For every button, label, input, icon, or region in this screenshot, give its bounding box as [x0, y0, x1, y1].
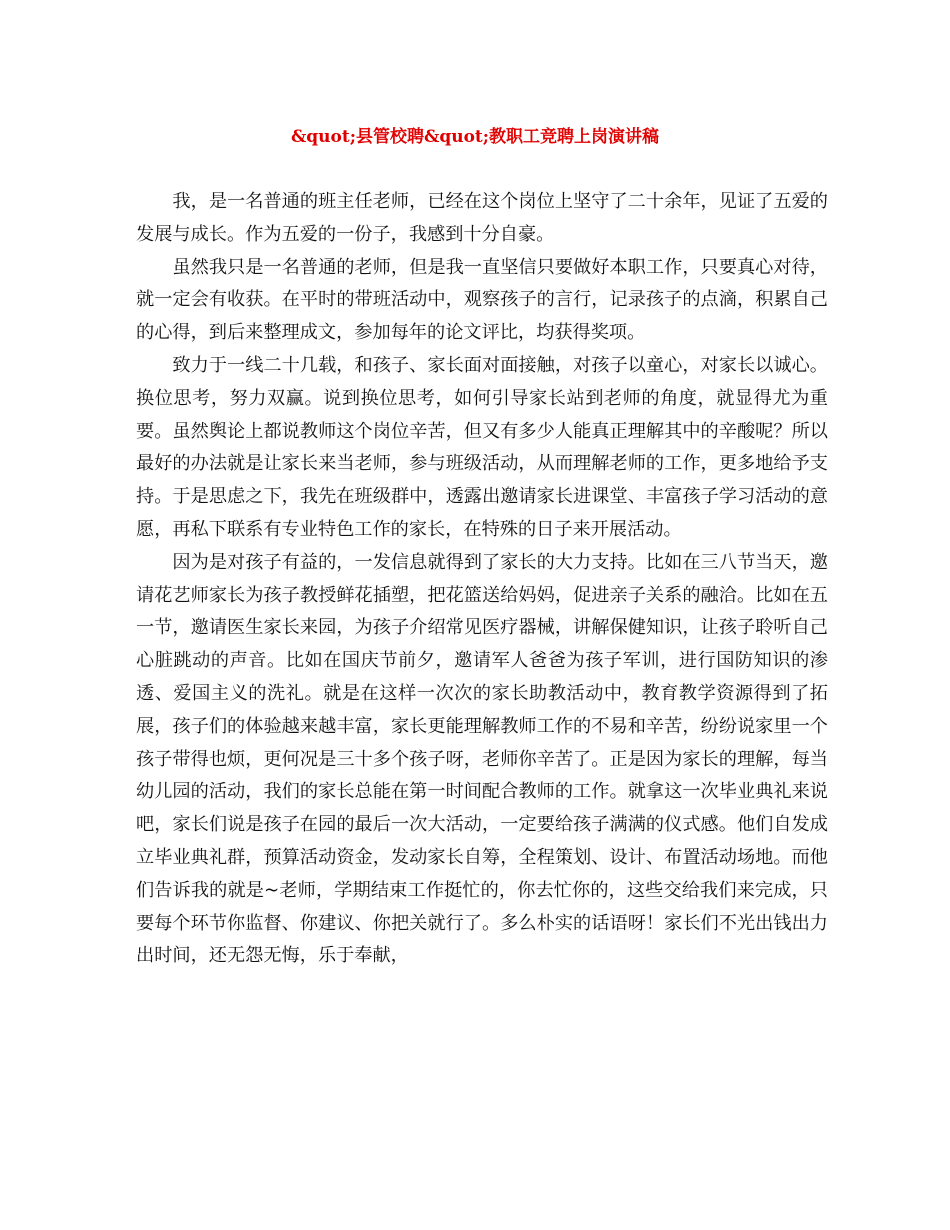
document-body	[136, 186, 828, 973]
paragraph-2: 虽然我只是一名普通的老师，但是我一直坚信只要做好本职工作，只要真心对待，就一定会有收获。在平时的带班活动中，观察孩子的言行，记录孩子的点滴，积累自己的心得，到后来整理成文，参加每年的论文评比，均获得奖项。	[136, 256, 828, 344]
paragraph-1: 我，是一名普通的班主任老师，已经在这个岗位上坚守了二十余年，见证了五爱的发展与成长。作为五爱的一份子，我感到十分自豪。	[136, 191, 828, 245]
paragraph-4: 因为是对孩子有益的，一发信息就得到了家长的大力支持。比如在三八节当天，邀请花艺师家长为孩子教授鲜花插塑，把花篮送给妈妈，促进亲子关系的融洽。比如在五一节，邀请医生家长来园，为孩子介绍常见医疗器械，讲解保健知识，让孩子聆听自己心脏跳动的声音。比如在国庆节前夕，邀请军人爸爸为孩子军训，进行国防知识的渗透、爱国主义的洗礼。就是在这样一次次的家长助教活动中，教育教学资源得到了拓展，孩子们的体验越来越丰富，家长更能理解教师工作的不易和辛苦，纷纷说家里一个孩子带得也烦，更何况是三十多个孩子呀，老师你辛苦了。正是因为家长的理解，每当幼儿园的活动，我们的家长总能在第一时间配合教师的工作。就拿这一次毕业典礼来说吧，家长们说是孩子在园的最后一次大活动，一定要给孩子满满的仪式感。他们自发成立毕业典礼群，预算活动资金，发动家长自筹，全程策划、设计、布置活动场地。而他们告诉我的就是~老师，学期结束工作挺忙的，你去忙你的，这些交给我们来完成，只要每个环节你监督、你建议、你把关就行了。多么朴实的话语呀！家长们不光出钱出力出时间，还无怨无悔，乐于奉献，	[136, 551, 828, 967]
document-title: &quot;县管校聘&quot;教职工竞聘上岗演讲稿	[290, 127, 660, 147]
paragraph-3: 致力于一线二十几载，和孩子、家长面对面接触，对孩子以童心，对家长以诚心。换位思考，努力双赢。说到换位思考，如何引导家长站到老师的角度，就显得尤为重要。虽然舆论上都说教师这个岗位辛苦，但又有多少人能真正理解其中的辛酸呢？所以最好的办法就是让家长来当老师，参与班级活动，从而理解老师的工作，更多地给予支持。于是思虑之下，我先在班级群中，透露出邀请家长进课堂、丰富孩子学习活动的意愿，再私下联系有专业特色工作的家长，在特殊的日子来开展活动。	[136, 354, 828, 540]
